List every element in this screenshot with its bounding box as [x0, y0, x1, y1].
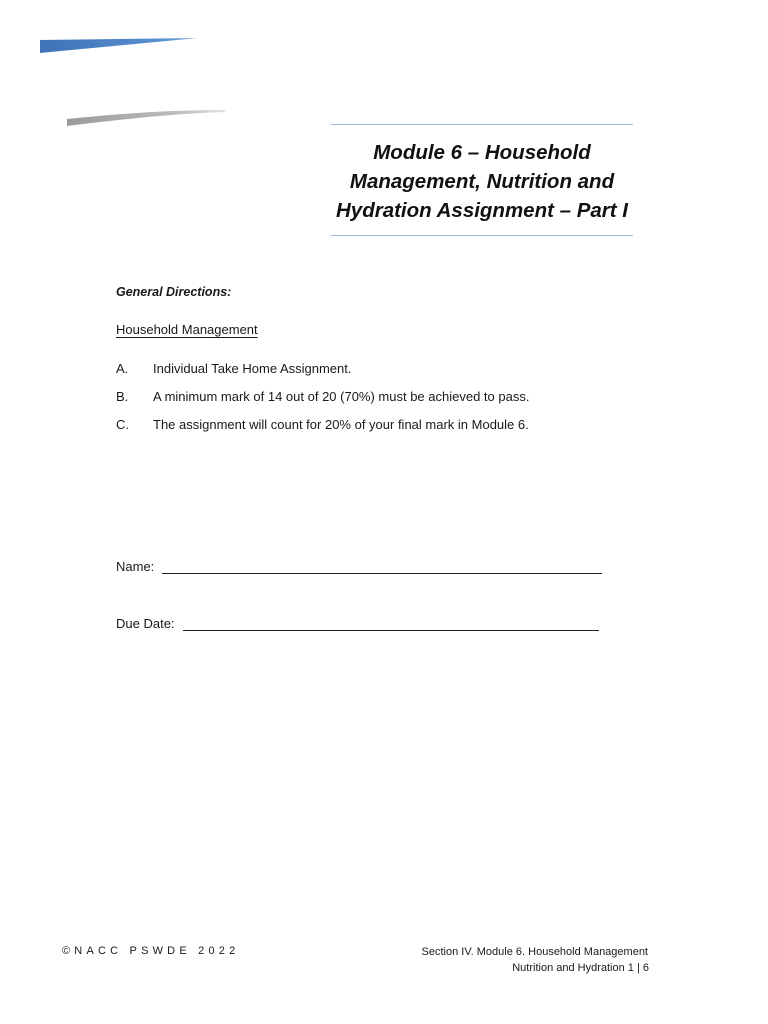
general-directions-heading: General Directions:: [116, 285, 232, 299]
title-line-2: Management, Nutrition and: [349, 169, 615, 193]
name-label: Name:: [116, 559, 155, 574]
list-item-text: A minimum mark of 14 out of 20 (70%) must be achieved to pass.: [153, 389, 530, 404]
list-marker: A.: [116, 361, 129, 376]
footer-section-info: [422, 944, 648, 976]
footer-copyright: ©NACC PSWDE 2022: [62, 945, 240, 957]
list-item-text: Individual Take Home Assignment.: [153, 361, 352, 376]
list-item: [116, 388, 529, 416]
document-title: [331, 138, 633, 225]
due-date-field[interactable]: [116, 615, 599, 633]
list-item-text: The assignment will count for 20% of your final mark in Module 6.: [153, 417, 529, 432]
directions-list: [116, 360, 529, 444]
header-grey-swoosh: [67, 108, 227, 128]
title-line-1: Module 6 – Household: [373, 140, 591, 164]
header-blue-stripe: [40, 38, 200, 54]
name-field[interactable]: [116, 558, 602, 576]
household-management-heading: Household Management: [116, 322, 258, 337]
footer-page-number: Nutrition and Hydration 1 | 6: [512, 962, 649, 974]
footer-section-line: Section IV. Module 6. Household Management: [421, 946, 648, 958]
title-line-3: Hydration Assignment – Part I: [336, 198, 628, 222]
title-block: [331, 124, 633, 236]
due-date-label: Due Date:: [116, 616, 175, 631]
list-item: [116, 360, 529, 388]
name-blank-line[interactable]: [162, 559, 602, 574]
list-item: [116, 416, 529, 444]
list-marker: B.: [116, 389, 129, 404]
due-date-blank-line[interactable]: [183, 616, 599, 631]
list-marker: C.: [116, 417, 129, 432]
